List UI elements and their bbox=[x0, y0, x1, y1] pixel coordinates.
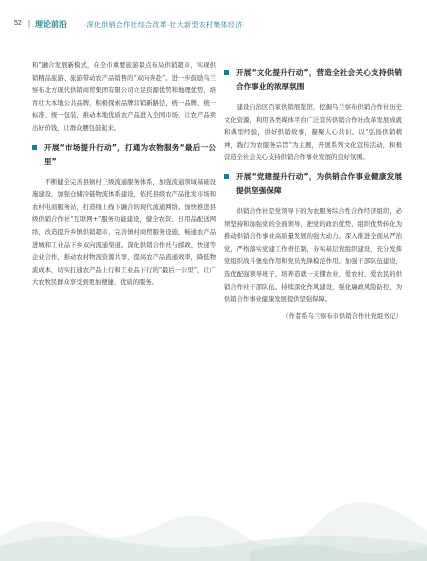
subheading-text: 开展“党建提升行动”，为供销合作事业健康发展提供坚强保障 bbox=[236, 171, 402, 195]
body-paragraph: 建设自治区百家供销展览馆，挖掘乌兰察布供销合作社历史文化资源，利用各类媒体平台广泛宣传供销合作社改革发展成就和典型经验，讲好供销故事，凝聚人心共识。以“弘扬供销精神，践行为农服务宗旨”为主题，开展系列文化宣传活动，积极营造全社会关心支持供销合作事业发展的良好氛围。 bbox=[224, 104, 402, 162]
body-paragraph: 和”融合发展新模式，在全市重要旅游景点布局供销超市，实现供销精品旅游、旅游带动农产品销售的“双向奔赴”。进一步鼓励乌兰察布北方现代供销商贸集团有限公司立足资源优势和地理优势，培育壮大本地公共品牌，积极探索品牌营销新路径，统一品牌、统一标准、统一包装，推动本地优质农产品进入全国市场，让农产品卖出好价钱，让群众腰包鼓起来。 bbox=[32, 62, 216, 132]
running-title: ·深化供销合作社综合改革·壮大新型农村集体经济· bbox=[84, 22, 246, 29]
landscape-illustration bbox=[0, 441, 427, 561]
body-paragraph: 不断健全完善县镇村三级流通服务体系，加强流通领域基础设施建设，加强仓储冷链物流体系建设，依托县级农产品批发市场和农村电商服务站，打造线上线下融合的现代流通网络。加快推进县级供销合作社“互联网+”服务功能建设，健全农资、日用品配送网络，改造提升乡镇供销超市，完善镇村商贸服务设施，畅通农产品进城和工业品下乡双向流通渠道。深化供销合作社与邮政、快递等企业合作，推动农村物流资源共享，提高农产品流通效率，降低物流成本，切实打通农产品上行和工业品下行的“最后一公里”，让广大农牧民群众享受到更加便捷、优质的服务。 bbox=[32, 178, 216, 287]
header-separator: | bbox=[28, 19, 31, 28]
left-column bbox=[32, 60, 216, 290]
author-credit: （作者系乌兰察布市供销合作社党组书记） bbox=[282, 312, 402, 320]
subheading bbox=[224, 66, 402, 94]
page-header bbox=[0, 0, 427, 34]
subheading-text: 开展“文化提升行动”，营造全社会关心支持供销合作事业的浓厚氛围 bbox=[236, 68, 402, 91]
page-number: 52 bbox=[14, 20, 22, 27]
subheading-text: 开展“市场提升行动”，打通为农物服务“最后一公里” bbox=[44, 142, 216, 166]
subheading bbox=[32, 141, 216, 169]
heading-marker-icon bbox=[32, 145, 37, 150]
body-paragraph: 供销合作社是党领导下的为农服务综合性合作经济组织，必须坚持和加强党的全面领导，把党的政治优势、组织优势转化为推动供销合作事业高质量发展的强大动力。深入推进全面从严治党，严格落实党建工作责任制，夯实基层党组织建设，充分发挥党组织战斗堡垒作用和党员先锋模范作用。加强干部队伍建设，选优配强领导班子，培养造就一支懂农业、爱农村、爱农民的供销合作社干部队伍。持续深化作风建设，强化廉政风险防控，为供销合作事业健康发展提供坚强保障。 bbox=[224, 207, 402, 304]
right-column bbox=[224, 66, 402, 323]
heading-marker-icon bbox=[224, 174, 229, 179]
heading-marker-icon bbox=[224, 70, 229, 75]
section-title: 理论前沿 bbox=[35, 20, 67, 29]
subheading bbox=[224, 170, 402, 198]
